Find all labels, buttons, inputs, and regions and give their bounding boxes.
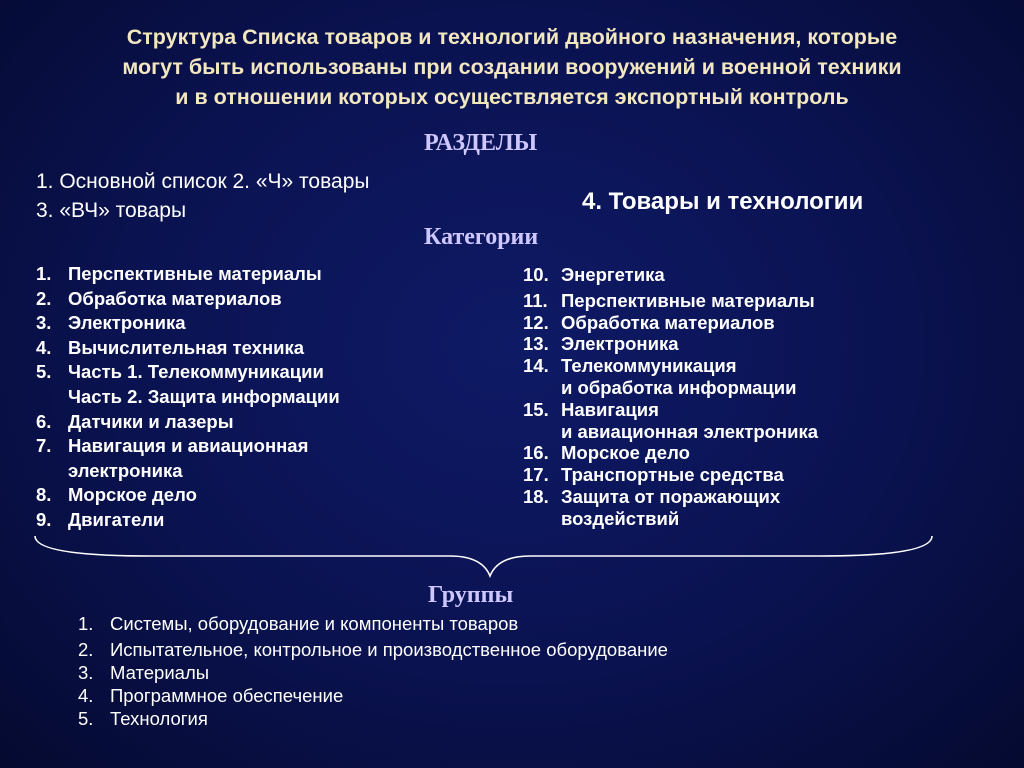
item-continuation: Часть 2. Защита информации — [68, 385, 340, 407]
list-item — [36, 508, 340, 533]
item-text: Обработка материалов — [561, 311, 775, 333]
item-continuation: и обработка информации — [561, 376, 797, 398]
title-line-1: Структура Списка товаров и технологий двойного назначения, которые — [126, 25, 898, 49]
sections-heading: РАЗДЕЛЫ — [424, 130, 538, 156]
list-item — [523, 264, 818, 286]
categories-left-list — [36, 262, 340, 533]
list-item — [36, 410, 340, 435]
title-line-3: и в отношении которых осуществляется экспортный контроль — [175, 85, 849, 109]
item-number: 5. — [78, 708, 94, 729]
item-number: 4. — [78, 685, 94, 706]
item-number: 3. — [36, 312, 52, 334]
list-item — [36, 287, 340, 312]
item-text: Электроника — [561, 333, 679, 355]
item-number: 15. — [523, 398, 549, 420]
sections-line-2: 3. «ВЧ» товары — [36, 199, 187, 222]
item-text: Технология — [110, 708, 208, 729]
item-text: Перспективные материалы — [561, 289, 815, 311]
item-text: Часть 1. Телекоммуникации — [68, 361, 324, 383]
curly-brace — [30, 532, 940, 580]
list-item — [523, 355, 818, 399]
item-text: Двигатели — [68, 508, 165, 530]
item-number: 7. — [36, 435, 52, 457]
item-number: 16. — [523, 442, 549, 464]
list-item — [78, 707, 668, 730]
list-item — [36, 336, 340, 361]
item-text: Энергетика — [561, 264, 665, 285]
item-text: Навигация — [561, 398, 659, 420]
item-number: 6. — [36, 410, 52, 432]
item-text: Навигация и авиационная — [68, 435, 309, 457]
item-text: Материалы — [110, 662, 210, 683]
item-text: Перспективные материалы — [68, 263, 322, 284]
item-number: 14. — [523, 355, 549, 377]
item-number: 11. — [523, 289, 548, 311]
item-number: 9. — [36, 508, 52, 530]
item-number: 12. — [523, 311, 549, 333]
item-text: Датчики и лазеры — [68, 410, 234, 432]
list-item — [523, 290, 818, 312]
item-text: Вычислительная техника — [68, 336, 305, 358]
item-continuation: электроника — [68, 459, 183, 481]
categories-right-list — [523, 264, 818, 530]
item-number: 5. — [36, 361, 52, 383]
item-number: 2. — [78, 639, 94, 660]
list-item — [78, 612, 668, 635]
item-continuation: и авиационная электроника — [561, 420, 819, 442]
groups-heading: Группы — [428, 582, 514, 608]
list-item — [36, 434, 340, 483]
categories-heading: Категории — [424, 224, 539, 250]
groups-list — [78, 612, 668, 730]
item-text: Обработка материалов — [68, 287, 282, 309]
list-item — [523, 486, 818, 530]
item-text: Испытательное, контрольное и производственное оборудование — [110, 639, 668, 660]
list-item — [78, 661, 668, 684]
list-item — [523, 464, 818, 486]
list-item — [36, 262, 340, 287]
sections-list — [36, 167, 369, 225]
item-number: 3. — [78, 662, 94, 683]
list-item — [523, 333, 818, 355]
item-number: 18. — [523, 485, 549, 507]
list-item — [78, 638, 668, 661]
list-item — [36, 483, 340, 508]
item-text: Морское дело — [561, 442, 690, 464]
list-item — [36, 311, 340, 336]
section-4-label: 4. Товары и технологии — [582, 188, 864, 215]
item-text: Электроника — [68, 312, 186, 334]
item-text: Защита от поражающих — [561, 485, 781, 507]
item-number: 17. — [523, 464, 549, 486]
list-item — [523, 399, 818, 443]
item-number: 8. — [36, 484, 52, 506]
item-number: 10. — [523, 264, 549, 285]
list-item — [78, 684, 668, 707]
sections-line-1: 1. Основной список 2. «Ч» товары — [36, 170, 370, 193]
item-number: 1. — [36, 263, 52, 284]
item-text: Морское дело — [68, 484, 197, 506]
item-text: Системы, оборудование и компоненты товаров — [110, 613, 519, 634]
item-number: 13. — [523, 333, 549, 355]
item-continuation: воздействий — [561, 507, 680, 529]
item-text: Транспортные средства — [561, 464, 784, 486]
item-text: Программное обеспечение — [110, 685, 344, 706]
item-number: 1. — [78, 613, 94, 634]
item-text: Телекоммуникация — [561, 355, 737, 377]
slide-title — [0, 22, 1024, 112]
list-item — [523, 442, 818, 464]
title-line-2: могут быть использованы при создании вооружений и военной техники — [122, 55, 902, 79]
list-item — [36, 360, 340, 409]
list-item — [523, 312, 818, 334]
item-number: 4. — [36, 336, 52, 358]
item-number: 2. — [36, 287, 52, 309]
